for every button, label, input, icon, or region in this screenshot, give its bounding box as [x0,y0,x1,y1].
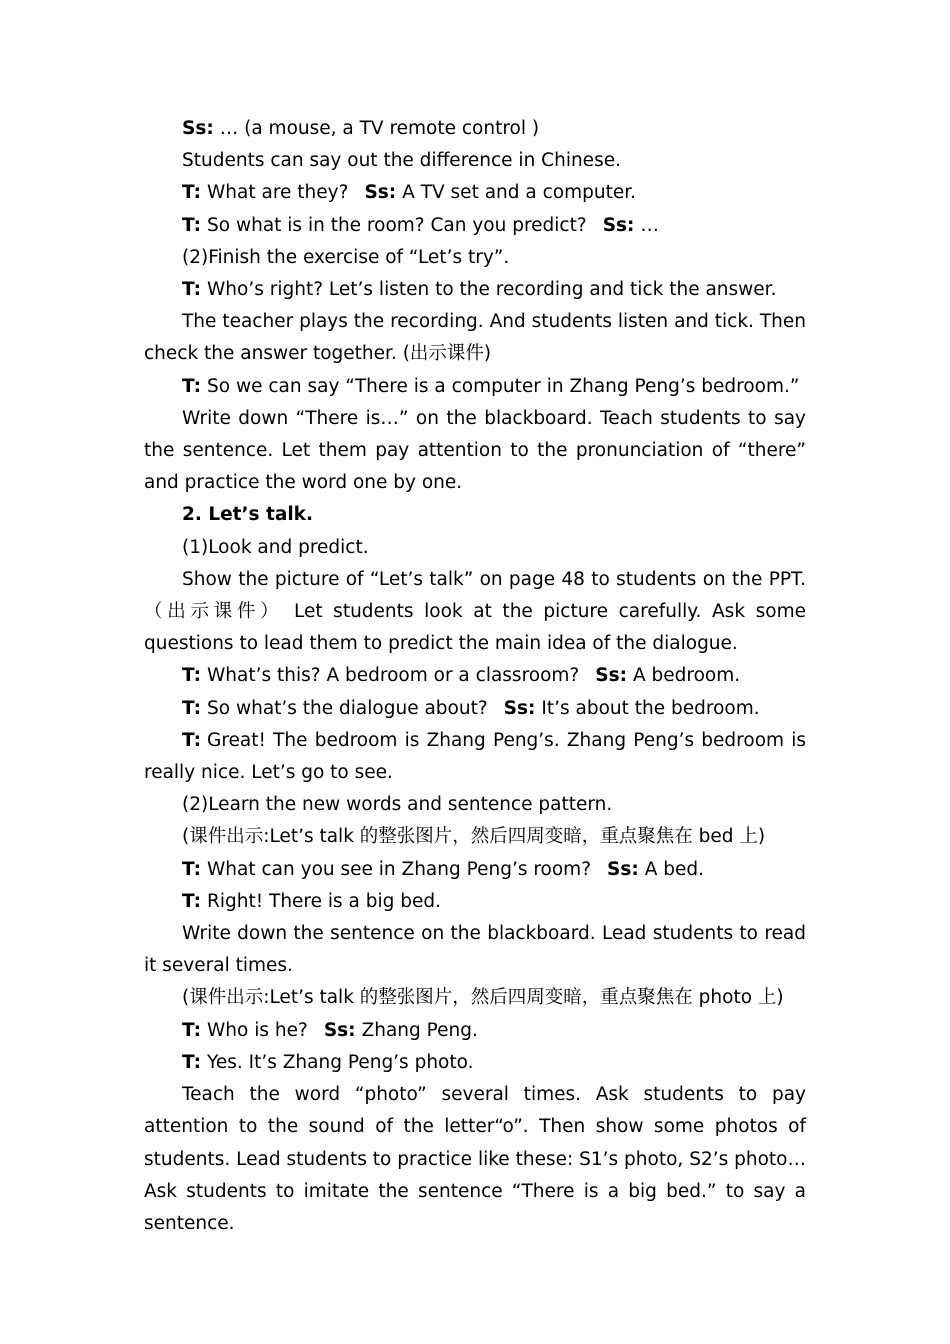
paragraph [144,403,806,500]
line-text: (2)Finish the exercise of “Let’s try”. [182,246,510,268]
speaker-teacher: T: [182,279,202,301]
paragraph [144,1079,806,1240]
lesson-content [144,113,806,1240]
dialogue-line [144,660,806,692]
line-text: So what’s the dialogue about? [207,697,488,719]
courseware-note [144,982,806,1014]
paragraph [144,242,806,274]
paragraph [144,918,806,982]
speaker-teacher: T: [182,375,202,397]
speaker-teacher: T: [182,729,202,751]
line-text: What’s this? A bedroom or a classroom? [207,665,580,687]
paragraph [144,789,806,821]
paragraph [144,532,806,564]
line-text: (课件出示:Let’s talk 的整张图片，然后四周变暗，重点聚焦在 photo 上) [182,987,784,1009]
speaker-students: Ss: [182,118,214,139]
line-text: So we can say “There is a computer in Zhang Peng’s bedroom.” [207,375,800,397]
dialogue-line [144,886,806,918]
speaker-teacher: T: [182,665,202,687]
paragraph [144,306,806,370]
line-text: A bed. [644,858,705,880]
speaker-teacher: T: [182,1051,202,1073]
speaker-teacher: T: [182,1019,202,1041]
line-text: A bedroom. [632,665,741,687]
dialogue-line [144,210,806,242]
line-text: Teach the word “photo” several times. Ask students to pay attention to the sound of the letter“o”. Then show some photos of students. Lead students to practice like these: S1’s photo, S2’s photo… Ask students to imitate the sentence “There is a big bed.” to say a sentence. [144,1084,806,1234]
dialogue-line [144,725,806,789]
dialogue-line [144,371,806,403]
courseware-note [144,821,806,853]
speaker-teacher: T: [182,697,202,719]
line-text: The teacher plays the recording. And students listen and tick. Then check the answer together. (出示课件) [144,311,806,365]
dialogue-line [144,1047,806,1079]
line-text: Right! There is a big bed. [207,890,442,912]
speaker-students: Ss: [503,697,536,719]
dialogue-line [144,177,806,209]
paragraph [144,564,806,661]
line-text: Show the picture of “Let’s talk” on page 48 to students on the PPT. （出示课件） Let students look at the picture carefully. Ask some questions to lead them to predict the main idea of the dialogue. [144,568,806,655]
line-text: Write down the sentence on the blackboard. Lead students to read it several times. [144,923,806,977]
line-text: Students can say out the difference in Chinese. [182,150,621,172]
speaker-teacher: T: [182,214,202,236]
speaker-teacher: T: [182,182,202,204]
dialogue-line [144,1015,806,1047]
line-text: … (a mouse, a TV remote control ) [219,118,540,139]
paragraph [144,145,806,177]
line-text: It’s about the bedroom. [541,697,760,719]
line-text: (1)Look and predict. [182,536,369,558]
line-text: What can you see in Zhang Peng’s room? [207,858,592,880]
section-heading [144,499,806,531]
speaker-students: Ss: [602,214,635,236]
line-text: Zhang Peng. [361,1019,478,1041]
line-text: (课件出示:Let’s talk 的整张图片，然后四周变暗，重点聚焦在 bed 上) [182,826,766,848]
dialogue-line [144,854,806,886]
dialogue-line [144,113,806,145]
line-text: Who is he? [207,1019,308,1041]
line-text: A TV set and a computer. [402,182,637,204]
speaker-students: Ss: [595,665,627,687]
speaker-teacher: T: [182,858,202,880]
line-text: Yes. It’s Zhang Peng’s photo. [207,1051,474,1073]
speaker-students: Ss: [607,858,639,880]
dialogue-line [144,274,806,306]
line-text: … [640,214,659,236]
line-text: So what is in the room? Can you predict? [207,214,587,236]
line-text: Great! The bedroom is Zhang Peng’s. Zhang Peng’s bedroom is really nice. Let’s go to see. [144,729,806,784]
line-text: Who’s right? Let’s listen to the recording and tick the answer. [207,279,777,301]
heading-text: 2. Let’s talk. [182,504,313,526]
speaker-teacher: T: [182,890,202,912]
line-text: Write down “There is…” on the blackboard. Teach students to say the sentence. Let them pay attention to the pronunciation of “there” and practice the word one by one. [144,407,806,494]
line-text: (2)Learn the new words and sentence pattern. [182,794,613,816]
speaker-students: Ss: [323,1019,356,1041]
line-text: What are they? [207,182,349,204]
dialogue-line [144,693,806,725]
speaker-students: Ss: [364,182,397,204]
